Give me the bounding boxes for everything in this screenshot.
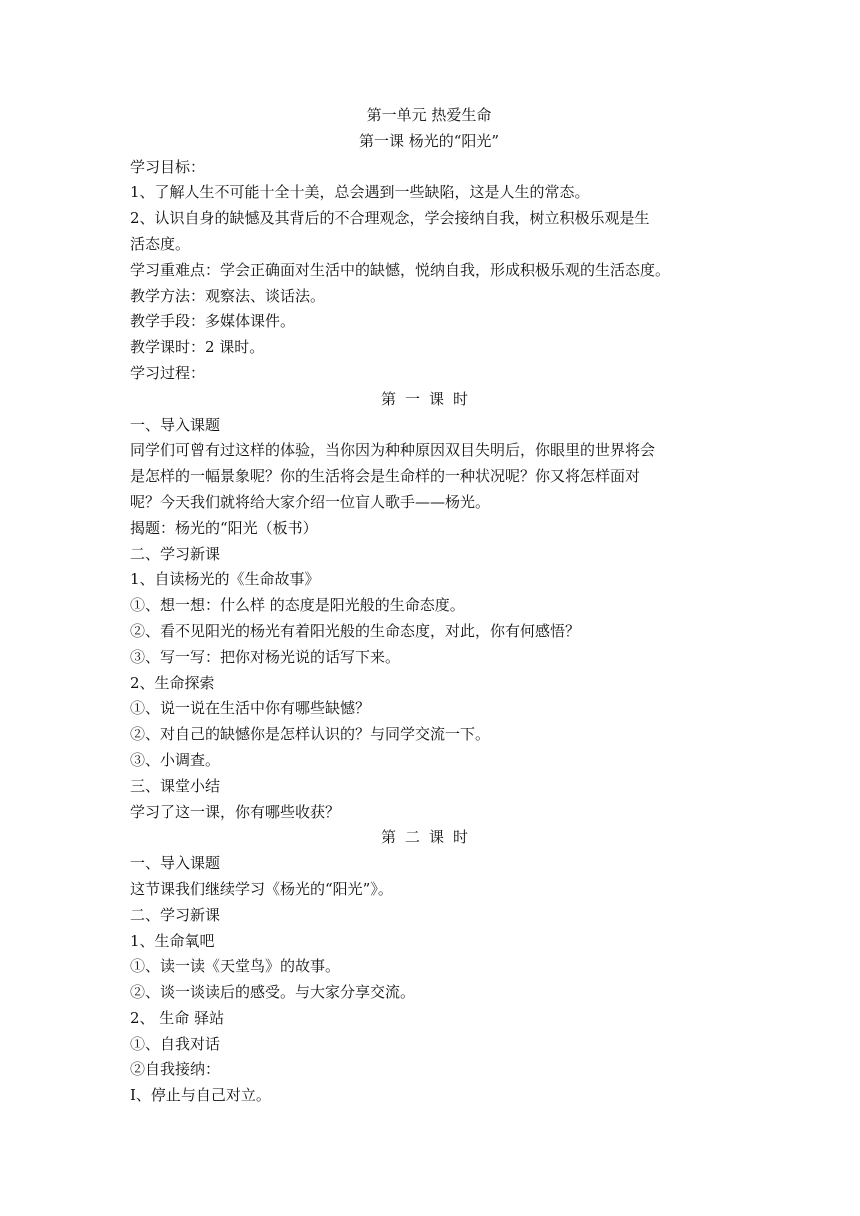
text-line: 2、 生命 驿站 (130, 1008, 225, 1027)
document-page (130, 103, 728, 1109)
text-line: 1、自读杨光的《生命故事》 (130, 570, 320, 589)
text-line: 一、导入课题 (130, 415, 221, 434)
text-line: 是怎样的一幅景象呢？你的生活将会是生命样的一种状况呢？你又将怎样面对 (130, 467, 641, 486)
text-line: ②、看不见阳光的杨光有着阳光般的生命态度，对此，你有何感悟？ (130, 621, 581, 640)
text-line: ①、说一说在生活中你有哪些缺憾？ (130, 699, 371, 718)
text-line: ①、自我对话 (130, 1034, 221, 1053)
text-line: ②、谈一谈读后的感受。与大家分享交流。 (130, 983, 416, 1002)
text-line: ①、读一读《天堂鸟》的故事。 (130, 957, 341, 976)
text-line: Ⅰ、停止与自己对立。 (130, 1086, 271, 1105)
text-line: ①、想一想：什么样 的态度是阳光般的生命态度。 (130, 596, 465, 615)
text-line: ③、写一写：把你对杨光说的话写下来。 (130, 647, 401, 666)
text-line: 活态度。 (130, 234, 191, 253)
text-line: 学习过程： (130, 363, 206, 382)
text-line: 同学们可曾有过这样的体验，当你因为种种原因双目失明后，你眼里的世界将会 (130, 441, 656, 460)
text-line: 一、导入课题 (130, 854, 221, 873)
text-line: 二、学习新课 (130, 544, 221, 563)
text-line: 教学方法：观察法、谈话法。 (130, 286, 326, 305)
text-line: 揭题：杨光的“阳光（板书） (130, 518, 318, 537)
text-line: ③、小调查。 (130, 750, 221, 769)
text-line: 教学课时：2 课时。 (130, 338, 265, 357)
text-line: 二、学习新课 (130, 905, 221, 924)
text-line: 三、课堂小结 (130, 776, 221, 795)
text-line: 1、生命氧吧 (130, 931, 215, 950)
text-line: 教学手段：多媒体课件。 (130, 312, 296, 331)
heading-line: 第一课时 (380, 389, 477, 408)
text-line: 这节课我们继续学习《杨光的“阳光”》。 (130, 879, 393, 898)
text-line: 2、生命探索 (130, 673, 215, 692)
text-line: 呢？今天我们就将给大家介绍一位盲人歌手——杨光。 (130, 492, 491, 511)
text-line: 学习重难点：学会正确面对生活中的缺憾，悦纳自我，形成积极乐观的生活态度。 (130, 260, 671, 279)
text-line: 1、了解人生不可能十全十美，总会遇到一些缺陷，这是人生的常态。 (130, 183, 590, 202)
text-line: 2、认识自身的缺憾及其背后的不合理观念，学会接纳自我，树立积极乐观是生 (130, 209, 650, 228)
text-line: 学习了这一课，你有哪些收获？ (130, 802, 341, 821)
heading-line: 第二课时 (380, 828, 477, 847)
text-line: ②自我接纳： (130, 1060, 221, 1079)
heading-line: 第一单元 热爱生命 (366, 106, 492, 124)
heading-line: 第一课 杨光的“阳光” (358, 131, 500, 150)
text-line: ②、对自己的缺憾你是怎样认识的？与同学交流一下。 (130, 725, 491, 744)
text-line: 学习目标： (130, 157, 206, 176)
